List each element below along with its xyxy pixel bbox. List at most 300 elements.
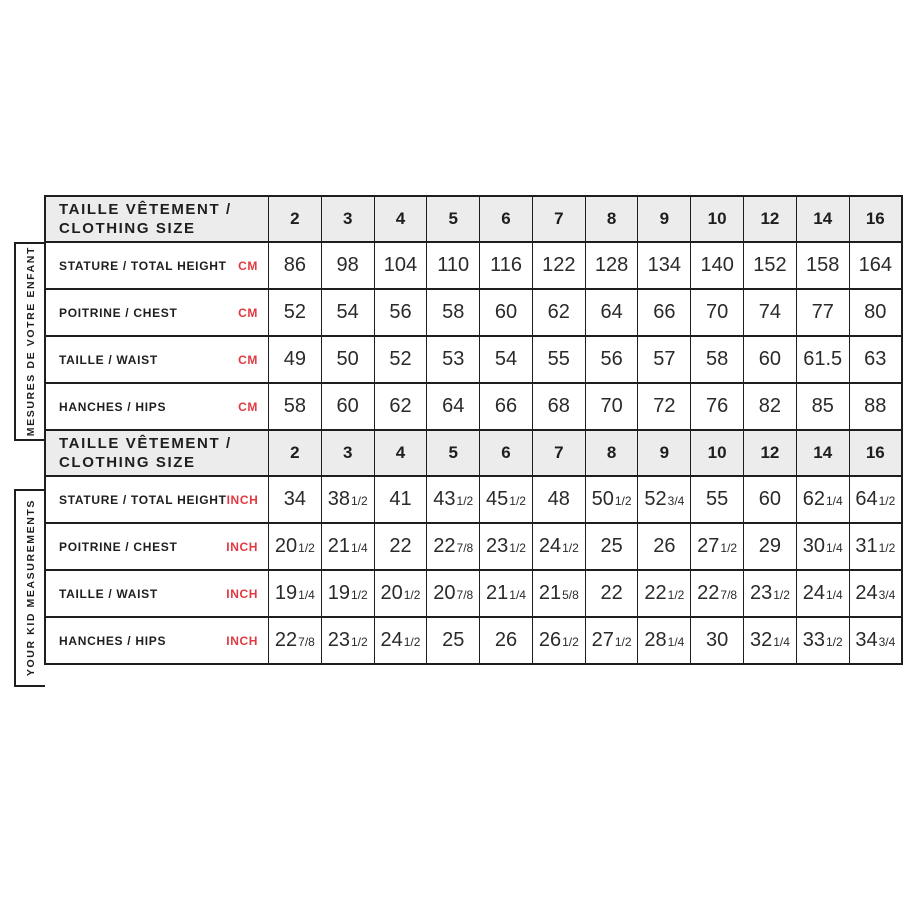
value-fraction: 1/2 [667,588,685,602]
value-number: 43 [433,488,456,510]
value-fraction: 1/2 [773,588,790,602]
value-fraction: 1/2 [614,494,632,508]
clothing-size-header-cell [45,196,269,242]
value-number: 26 [538,629,562,651]
measurement-label: STATURE / TOTAL HEIGHT [59,258,227,273]
measurement-unit: INCH [226,492,259,507]
measurement-value-cell [532,523,585,570]
inch-side-label: YOUR KID MEASUREMENTS [24,499,37,677]
value-number: 80 [864,301,887,323]
value-number: 58 [442,301,465,323]
size-column-header: 12 [744,196,797,242]
value-number: 24 [380,629,403,651]
value-number: 38 [327,488,350,510]
value-fraction: 1/2 [350,635,368,649]
size-tables-container [44,195,903,665]
measurement-value-cell [849,617,902,664]
measurement-value-cell [744,289,797,336]
value-number: 104 [383,254,418,276]
measurement-unit: CM [238,399,258,414]
size-column-header: 6 [480,196,533,242]
value-number: 55 [706,488,729,510]
measurement-label-group [46,587,268,601]
measurement-value-cell [796,289,849,336]
cm-size-table [44,195,903,431]
value-number: 128 [594,254,629,276]
measurement-value-cell [585,336,638,383]
measurement-value-cell [427,289,480,336]
value-fraction: 1/4 [825,494,843,508]
size-column-header: 16 [849,196,902,242]
value-number: 30 [706,629,729,651]
value-number: 74 [758,301,782,323]
measurement-label: HANCHES / HIPS [59,399,167,414]
value-number: 110 [437,254,470,276]
measurement-label-cell [45,617,269,664]
value-number: 49 [283,348,307,370]
value-number: 62 [389,395,412,417]
value-fraction: 1/4 [350,541,368,555]
measurement-value-cell [744,242,797,289]
measurement-value-cell [269,476,322,523]
size-column-header: 9 [638,196,691,242]
measurement-row [45,289,902,336]
measurement-label: POITRINE / CHEST [59,539,178,554]
value-number: 58 [706,348,729,370]
value-fraction: 1/4 [825,588,843,602]
value-number: 61.5 [803,348,843,370]
measurement-row [45,523,902,570]
value-number: 57 [653,348,676,370]
size-header-row [45,196,902,242]
measurement-value-cell [532,336,585,383]
value-number: 26 [653,535,676,557]
measurement-label-cell [45,242,269,289]
measurement-value-cell [532,476,585,523]
size-column-header: 8 [585,430,638,476]
measurement-value-cell [321,336,374,383]
clothing-size-header-text: CLOTHING SIZE [59,220,196,237]
size-column-header: 2 [269,430,322,476]
measurement-unit: INCH [226,633,258,648]
measurement-value-cell [532,242,585,289]
value-number: 76 [706,395,729,417]
value-number: 116 [490,254,522,276]
value-number: 66 [494,395,518,417]
size-column-header: 3 [321,430,374,476]
measurement-value-cell [691,523,744,570]
measurement-value-cell [269,242,322,289]
value-fraction: 1/2 [720,541,738,555]
measurement-label-group [46,493,268,507]
value-number: 26 [494,629,518,651]
measurement-value-cell [321,617,374,664]
value-number: 82 [758,395,782,417]
measurement-value-cell [585,242,638,289]
value-number: 25 [442,629,465,651]
size-column-header: 9 [638,430,691,476]
size-column-header: 6 [480,430,533,476]
clothing-size-header-text: TAILLE VÊTEMENT / [59,434,232,452]
value-number: 62 [802,488,825,510]
measurement-value-cell [691,570,744,617]
value-fraction: 1/2 [509,541,526,555]
measurement-value-cell [849,476,902,523]
value-number: 27 [697,535,720,557]
value-number: 20 [433,582,456,604]
measurement-unit: CM [238,352,258,367]
measurement-unit: INCH [226,586,258,601]
value-fraction: 1/2 [562,635,579,649]
value-number: 134 [647,254,682,276]
measurement-value-cell [638,617,691,664]
inch-size-table [44,429,903,665]
value-number: 24 [855,582,878,604]
value-number: 60 [758,488,782,510]
measurement-value-cell [849,336,902,383]
measurement-value-cell [796,570,849,617]
measurement-value-cell [585,289,638,336]
value-number: 24 [538,535,562,557]
size-column-header: 5 [427,430,480,476]
value-number: 32 [749,629,773,651]
value-number: 64 [442,395,465,417]
size-column-header: 12 [744,430,797,476]
measurement-value-cell [638,289,691,336]
measurement-row [45,336,902,383]
measurement-value-cell [744,523,797,570]
value-fraction: 7/8 [298,635,315,649]
measurement-value-cell [796,383,849,430]
value-number: 77 [811,301,834,323]
value-number: 45 [486,488,509,510]
value-fraction: 1/2 [825,635,843,649]
measurement-unit: CM [238,258,258,273]
value-fraction: 1/4 [667,635,685,649]
value-number: 24 [802,582,825,604]
measurement-value-cell [427,242,480,289]
value-fraction: 1/2 [298,541,315,555]
value-number: 28 [644,629,667,651]
value-number: 30 [802,535,825,557]
value-number: 22 [697,582,720,604]
value-fraction: 1/2 [403,588,421,602]
value-fraction: 1/4 [298,588,315,602]
measurement-value-cell [269,617,322,664]
measurement-label: POITRINE / CHEST [59,305,178,320]
measurement-value-cell [321,523,374,570]
measurement-value-cell [849,570,902,617]
value-number: 58 [283,395,307,417]
measurement-label-cell [45,570,269,617]
measurement-label-group [46,353,268,367]
value-fraction: 3/4 [667,494,685,508]
value-number: 56 [600,348,623,370]
measurement-value-cell [269,523,322,570]
measurement-value-cell [269,383,322,430]
value-fraction: 1/4 [773,635,790,649]
measurement-value-cell [480,242,533,289]
value-number: 23 [486,535,509,557]
value-number: 23 [327,629,350,651]
value-number: 22 [274,629,298,651]
measurement-value-cell [374,570,427,617]
inch-side-label-box [14,489,45,687]
value-number: 70 [706,301,729,323]
measurement-value-cell [585,383,638,430]
measurement-value-cell [585,476,638,523]
measurement-value-cell [744,476,797,523]
size-column-header: 14 [796,196,849,242]
value-fraction: 1/2 [403,635,421,649]
measurement-row [45,570,902,617]
value-number: 158 [806,254,840,276]
value-number: 19 [327,582,350,604]
measurement-value-cell [638,383,691,430]
cm-side-label-box [14,242,45,441]
measurement-value-cell [427,570,480,617]
measurement-label-cell [45,336,269,383]
value-number: 22 [600,582,623,604]
measurement-label: STATURE / TOTAL HEIGHT [59,492,227,507]
measurement-label-group [46,540,268,554]
measurement-value-cell [480,523,533,570]
measurement-value-cell [480,617,533,664]
value-fraction: 3/4 [878,588,896,602]
value-number: 122 [542,254,576,276]
value-fraction: 1/2 [350,494,368,508]
size-column-header: 4 [374,196,427,242]
value-number: 52 [283,301,307,323]
value-number: 68 [547,395,570,417]
value-number: 98 [336,254,359,276]
measurement-label-cell [45,523,269,570]
measurement-value-cell [744,570,797,617]
clothing-size-header-text: CLOTHING SIZE [59,454,196,471]
value-number: 54 [494,348,518,370]
value-number: 152 [753,254,787,276]
clothing-size-header-text: TAILLE VÊTEMENT / [59,200,232,218]
value-number: 52 [644,488,667,510]
measurement-value-cell [532,383,585,430]
measurement-value-cell [638,570,691,617]
measurement-value-cell [321,242,374,289]
value-number: 20 [274,535,298,557]
measurement-value-cell [480,476,533,523]
measurement-value-cell [691,289,744,336]
value-number: 21 [486,582,509,604]
size-column-header: 8 [585,196,638,242]
measurement-value-cell [374,242,427,289]
value-fraction: 1/4 [825,541,843,555]
measurement-value-cell [744,617,797,664]
size-column-header: 10 [691,430,744,476]
measurement-value-cell [796,476,849,523]
measurement-value-cell [374,289,427,336]
value-fraction: 1/2 [509,494,526,508]
measurement-value-cell [849,289,902,336]
value-number: 19 [274,582,298,604]
value-fraction: 1/2 [878,494,896,508]
measurement-value-cell [638,336,691,383]
measurement-label-group [46,259,268,273]
value-number: 34 [283,488,307,510]
measurement-label-cell [45,383,269,430]
measurement-value-cell [691,383,744,430]
value-fraction: 7/8 [456,588,474,602]
size-column-header: 3 [321,196,374,242]
value-number: 63 [864,348,887,370]
measurement-value-cell [321,383,374,430]
value-number: 72 [653,395,676,417]
value-number: 22 [433,535,456,557]
value-number: 64 [600,301,623,323]
value-fraction: 1/2 [614,635,632,649]
size-column-header: 7 [532,430,585,476]
measurement-row [45,617,902,664]
measurement-unit: INCH [226,539,258,554]
value-number: 70 [600,395,623,417]
measurement-value-cell [532,617,585,664]
value-fraction: 7/8 [720,588,738,602]
value-number: 31 [855,535,878,557]
measurement-value-cell [480,289,533,336]
measurement-label-cell [45,289,269,336]
measurement-value-cell [427,617,480,664]
measurement-row [45,476,902,523]
measurement-value-cell [269,289,322,336]
size-column-header: 7 [532,196,585,242]
value-fraction: 1/2 [562,541,579,555]
measurement-value-cell [585,523,638,570]
value-number: 50 [591,488,614,510]
measurement-label-group [46,634,268,648]
value-number: 41 [389,488,412,510]
measurement-value-cell [427,523,480,570]
measurement-label-group [46,306,268,320]
value-number: 55 [547,348,570,370]
value-number: 50 [336,348,359,370]
measurement-value-cell [374,523,427,570]
value-number: 23 [749,582,773,604]
measurement-value-cell [374,476,427,523]
value-number: 140 [700,254,734,276]
measurement-value-cell [744,336,797,383]
measurement-value-cell [585,570,638,617]
value-fraction: 7/8 [456,541,474,555]
measurement-value-cell [691,617,744,664]
clothing-size-header-cell [45,430,269,476]
value-number: 64 [855,488,878,510]
value-fraction: 1/2 [350,588,368,602]
measurement-value-cell [796,523,849,570]
value-number: 88 [864,395,887,417]
measurement-label: HANCHES / HIPS [59,633,167,648]
measurement-value-cell [532,289,585,336]
value-number: 20 [380,582,403,604]
value-number: 60 [758,348,782,370]
measurement-value-cell [480,570,533,617]
size-column-header: 5 [427,196,480,242]
measurement-value-cell [638,523,691,570]
measurement-value-cell [744,383,797,430]
measurement-label-cell [45,476,269,523]
measurement-value-cell [427,336,480,383]
measurement-value-cell [691,476,744,523]
value-number: 21 [327,535,350,557]
value-number: 27 [591,629,614,651]
measurement-value-cell [796,336,849,383]
size-header-row [45,430,902,476]
measurement-value-cell [427,476,480,523]
value-fraction: 5/8 [562,588,579,602]
measurement-value-cell [374,383,427,430]
measurement-label-group [46,400,268,414]
value-number: 34 [855,629,878,651]
measurement-value-cell [849,242,902,289]
measurement-label: TAILLE / WAIST [59,586,158,601]
measurement-value-cell [321,476,374,523]
value-number: 53 [442,348,465,370]
value-number: 86 [283,254,307,276]
value-number: 22 [389,535,412,557]
measurement-label: TAILLE / WAIST [59,352,158,367]
value-fraction: 1/4 [509,588,526,602]
size-column-header: 10 [691,196,744,242]
measurement-unit: CM [238,305,258,320]
value-number: 164 [858,254,892,276]
value-fraction: 1/2 [456,494,474,508]
value-number: 60 [336,395,359,417]
measurement-value-cell [374,336,427,383]
measurement-value-cell [849,383,902,430]
measurement-value-cell [480,383,533,430]
measurement-value-cell [480,336,533,383]
cm-side-label: MESURES DE VOTRE ENFANT [24,246,37,437]
size-column-header: 2 [269,196,322,242]
value-number: 22 [644,582,667,604]
value-fraction: 1/2 [878,541,896,555]
measurement-value-cell [691,336,744,383]
value-number: 66 [653,301,676,323]
size-column-header: 4 [374,430,427,476]
value-number: 48 [547,488,570,510]
measurement-value-cell [321,570,374,617]
measurement-value-cell [321,289,374,336]
value-fraction: 3/4 [878,635,896,649]
measurement-row [45,383,902,430]
measurement-value-cell [374,617,427,664]
measurement-value-cell [849,523,902,570]
value-number: 60 [494,301,518,323]
measurement-value-cell [638,242,691,289]
measurement-value-cell [269,570,322,617]
measurement-value-cell [532,570,585,617]
value-number: 52 [389,348,412,370]
value-number: 21 [538,582,562,604]
value-number: 29 [758,535,782,557]
measurement-value-cell [638,476,691,523]
value-number: 85 [811,395,834,417]
measurement-value-cell [796,242,849,289]
measurement-value-cell [427,383,480,430]
measurement-value-cell [796,617,849,664]
value-number: 33 [802,629,825,651]
measurement-value-cell [269,336,322,383]
measurement-value-cell [691,242,744,289]
value-number: 54 [336,301,359,323]
size-column-header: 14 [796,430,849,476]
